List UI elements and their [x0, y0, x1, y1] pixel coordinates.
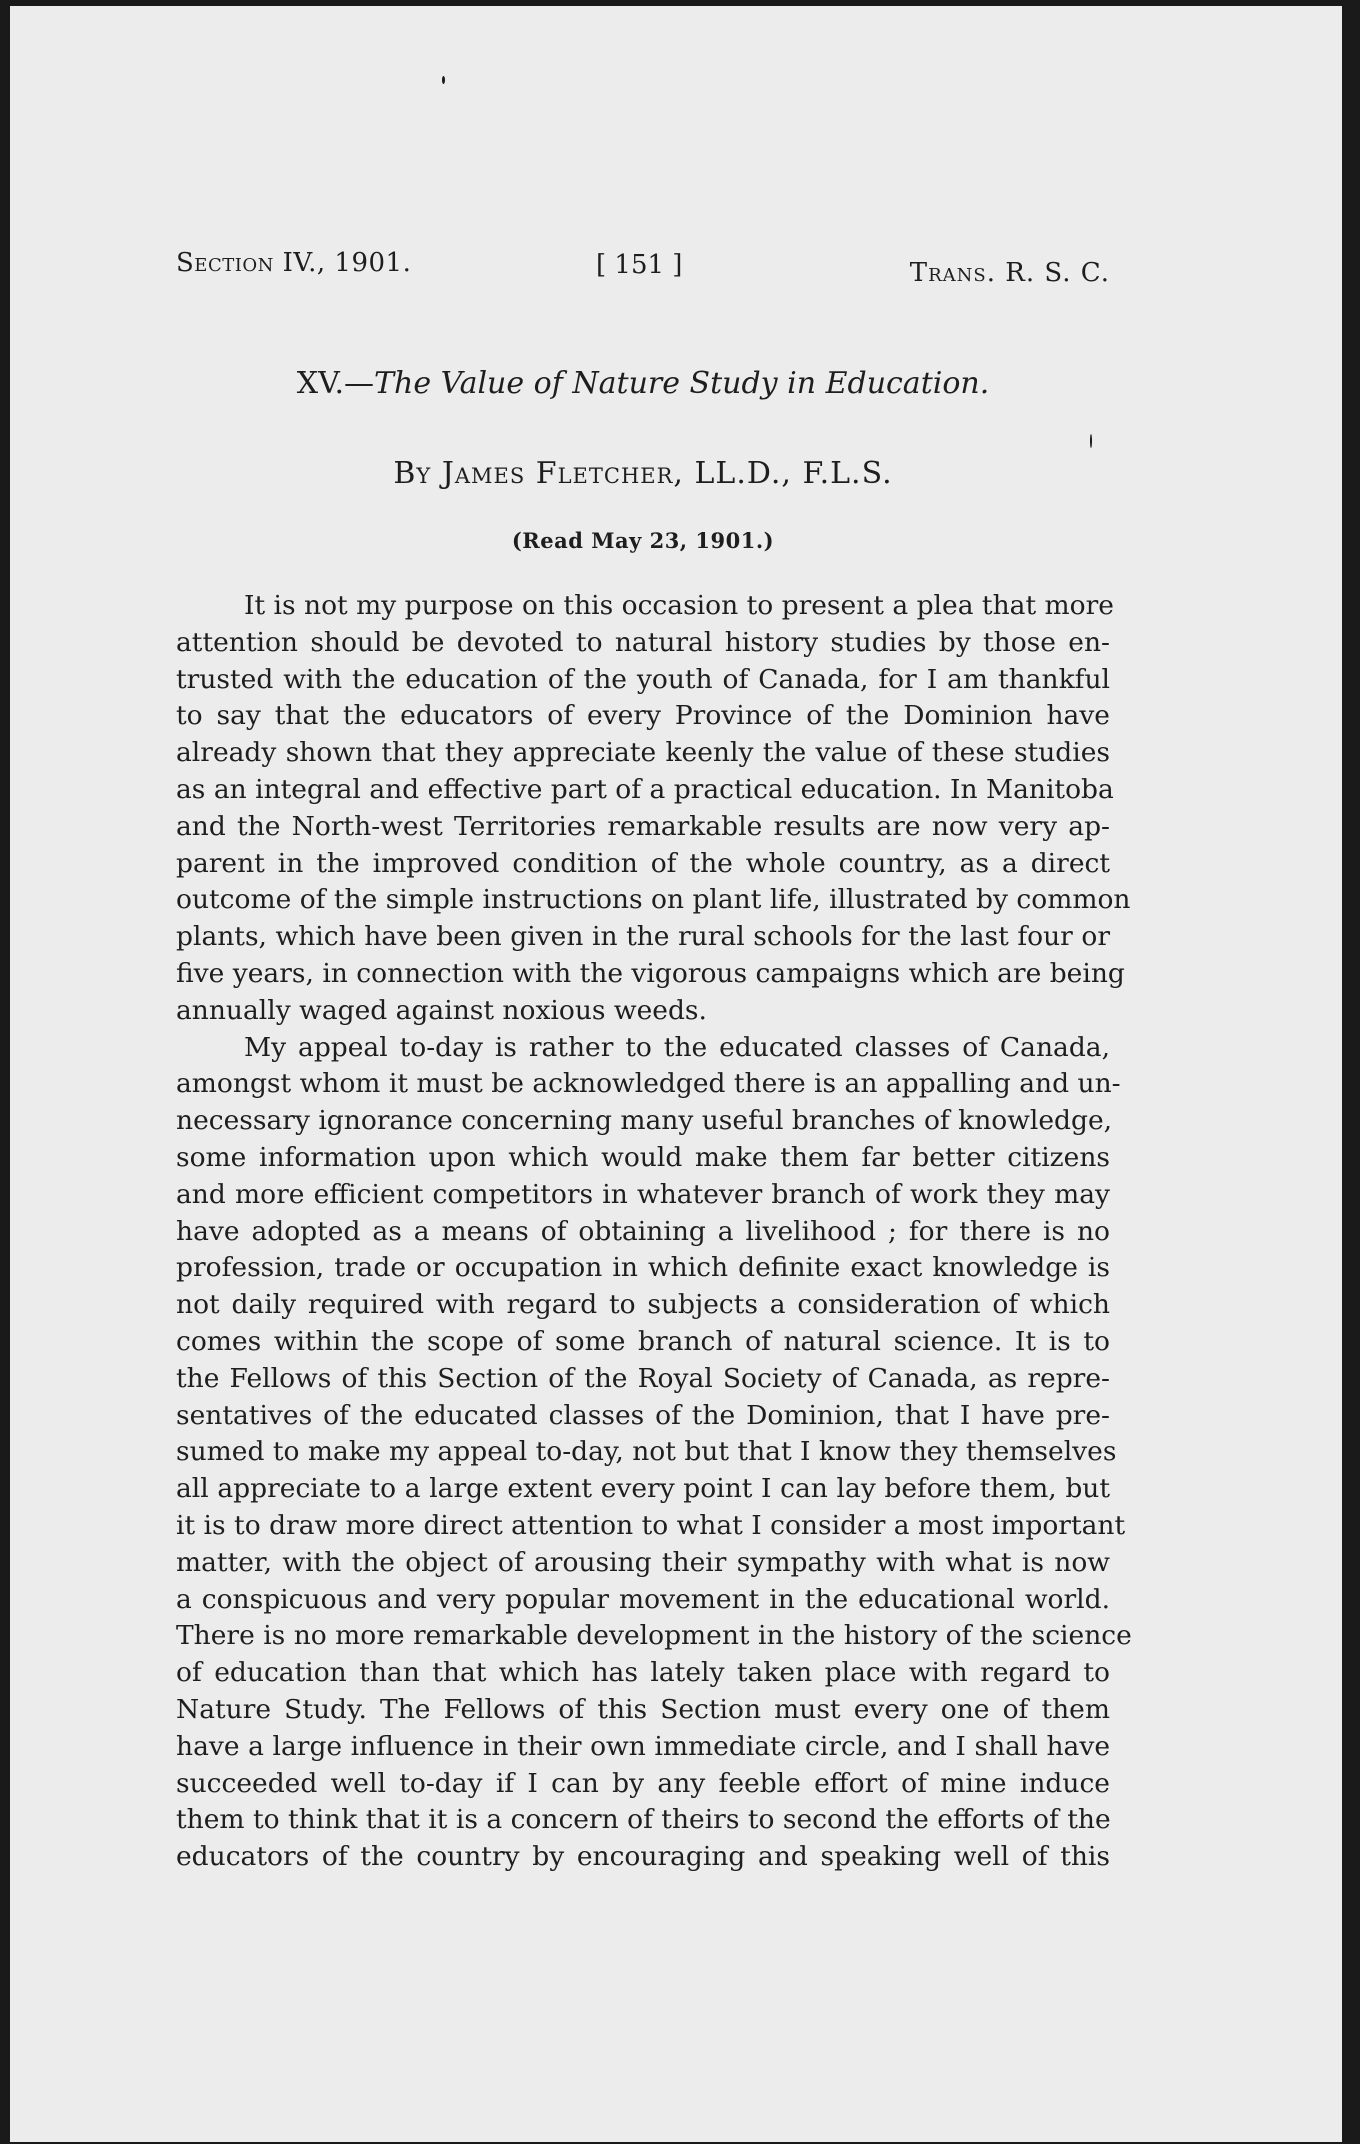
text-line: a conspicuous and very popular movement in the educational world. [176, 1583, 1110, 1615]
text-line: comes within the scope of some branch of natural science. It is to [176, 1325, 1110, 1357]
text-line: educators of the country by encouraging and speaking well of this [176, 1841, 1110, 1873]
text-line: and the North-west Territories remarkable results are now very ap- [176, 810, 1110, 842]
text-line: to say that the educators of every Province of the Dominion have [176, 700, 1110, 732]
read-date: (Read May 23, 1901.) [511, 528, 775, 553]
text-line: have a large influence in their own immediate circle, and I shall have [176, 1730, 1110, 1762]
article-author: By James Fletcher, LL.D., F.L.S. [393, 456, 893, 491]
article-title [176, 366, 1110, 401]
text-line: five years, in connection with the vigorous campaigns which are being [176, 957, 1125, 989]
text-line: of education than that which has lately taken place with regard to [176, 1657, 1110, 1689]
body-text [176, 588, 1132, 1876]
text-line: trusted with the education of the youth of Canada, for I am thankful [176, 663, 1110, 695]
text-line: the Fellows of this Section of the Royal Society of Canada, as repre- [176, 1362, 1110, 1394]
scan-speck [442, 76, 445, 84]
text-line: not daily required with regard to subjects a consideration of which [176, 1289, 1110, 1321]
text-line: There is no more remarkable development in the history of the science [176, 1620, 1132, 1652]
header-page-number: [ 151 ] [596, 250, 683, 280]
text-line: Nature Study. The Fellows of this Section must every one of them [176, 1693, 1110, 1725]
text-line: profession, trade or occupation in which definite exact knowledge is [176, 1252, 1110, 1284]
text-line: it is to draw more direct attention to what I consider a most important [176, 1509, 1126, 1541]
text-line: as an integral and effective part of a practical education. In Manitoba [176, 773, 1114, 805]
text-line: plants, which have been given in the rural schools for the last four or [176, 921, 1110, 953]
text-line: them to think that it is a concern of theirs to second the efforts of the [176, 1804, 1111, 1836]
text-line: sentatives of the educated classes of the Dominion, that I have pre- [176, 1399, 1110, 1431]
text-line: matter, with the object of arousing their sympathy with what is now [176, 1546, 1110, 1578]
scanned-page [10, 6, 1342, 2142]
article-number: XV.— [296, 366, 375, 401]
text-line: parent in the improved condition of the whole country, as a direct [176, 847, 1110, 879]
header-section: Section IV., 1901. [176, 248, 412, 278]
text-line: annually waged against noxious weeds. [176, 994, 707, 1026]
text-line: have adopted as a means of obtaining a livelihood ; for there is no [176, 1215, 1110, 1247]
text-line: sumed to make my appeal to-day, not but that I know they themselves [176, 1436, 1117, 1468]
text-line: necessary ignorance concerning many useful branches of knowledge, [176, 1105, 1113, 1137]
running-header [176, 244, 1110, 288]
text-line: amongst whom it must be acknowledged there is an appalling and un- [176, 1068, 1121, 1100]
text-line: some information upon which would make them far better citizens [176, 1141, 1110, 1173]
text-line: all appreciate to a large extent every point I can lay before them, but [176, 1473, 1110, 1505]
article-title-text: The Value of Nature Study in Education. [374, 366, 990, 401]
text-line: already shown that they appreciate keenly the value of these studies [176, 737, 1110, 769]
text-line: outcome of the simple instructions on plant life, illustrated by common [176, 884, 1131, 916]
text-line: succeeded well to-day if I can by any feeble effort of mine induce [176, 1767, 1110, 1799]
text-line: attention should be devoted to natural history studies by those en- [176, 626, 1110, 658]
text-line: My appeal to-day is rather to the educated classes of Canada, [244, 1031, 1110, 1063]
header-journal: Trans. R. S. C. [909, 258, 1110, 288]
text-line: and more efficient competitors in whatever branch of work they may [176, 1178, 1110, 1210]
text-line: It is not my purpose on this occasion to present a plea that more [244, 590, 1114, 621]
scan-speck [1090, 434, 1092, 448]
